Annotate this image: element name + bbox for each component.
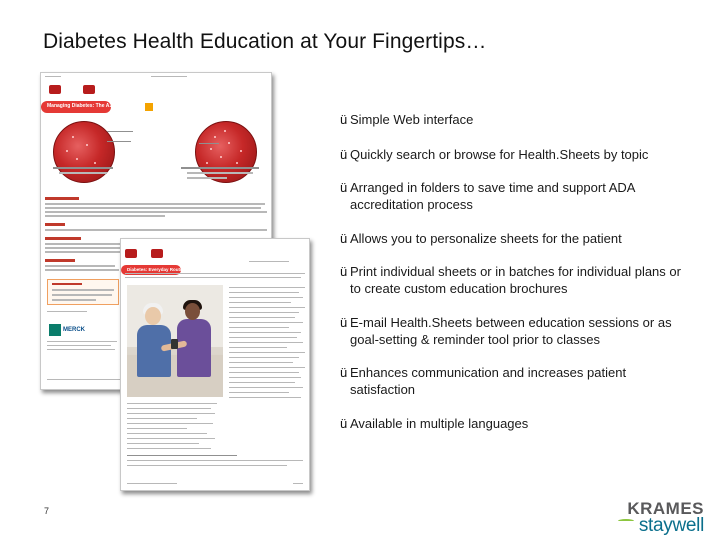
bullet-item: ü Allows you to personalize sheets for the patient bbox=[340, 231, 622, 246]
swoosh-icon bbox=[618, 519, 634, 523]
check-icon: ü bbox=[340, 264, 348, 279]
page-number: 7 bbox=[44, 506, 50, 516]
ada-logo-front bbox=[125, 245, 137, 263]
handout-banner bbox=[41, 101, 272, 115]
handout-banner-title: Managing Diabetes: The A1C Test bbox=[47, 103, 128, 109]
check-icon: ü bbox=[340, 180, 348, 195]
handout-everyday-routines bbox=[120, 238, 310, 491]
krames-staywell-logo bbox=[596, 499, 704, 535]
check-icon: ü bbox=[340, 112, 348, 127]
check-icon: ü bbox=[340, 147, 348, 162]
brand-line-1: KRAMES bbox=[627, 499, 704, 518]
handout-front-banner bbox=[121, 265, 310, 277]
check-icon: ü bbox=[340, 231, 348, 246]
bullet-item: ü Print individual sheets or in batches for individual plans or to create custom education brochures bbox=[340, 264, 681, 296]
handout-front-banner-title: Diabetes: Everyday Routines bbox=[127, 267, 190, 272]
bullet-item: ü Arranged in folders to save time and support ADA accreditation process bbox=[340, 180, 635, 212]
ada-logo bbox=[49, 81, 81, 99]
brand-line-2: staywell bbox=[638, 515, 704, 536]
merck-logo: MERCK bbox=[49, 321, 85, 339]
nurse-patient-photo bbox=[127, 285, 223, 397]
education-logo-front bbox=[151, 245, 163, 263]
bullet-item: ü Simple Web interface bbox=[340, 112, 474, 127]
check-icon: ü bbox=[340, 315, 348, 330]
check-icon: ü bbox=[340, 365, 348, 380]
education-logo bbox=[83, 81, 115, 99]
check-icon: ü bbox=[340, 416, 348, 431]
bullet-item: ü E-mail Health.Sheets between education sessions or as goal-setting & reminder tool prior to classes bbox=[340, 315, 672, 347]
bullet-item: ü Enhances communication and increases patient satisfaction bbox=[340, 365, 627, 397]
tip-box bbox=[47, 279, 119, 305]
slide-title: Diabetes Health Education at Your Fingertips… bbox=[43, 30, 487, 53]
bullet-item: ü Quickly search or browse for Health.Sheets by topic bbox=[340, 147, 649, 162]
bullet-item: ü Available in multiple languages bbox=[340, 416, 529, 431]
